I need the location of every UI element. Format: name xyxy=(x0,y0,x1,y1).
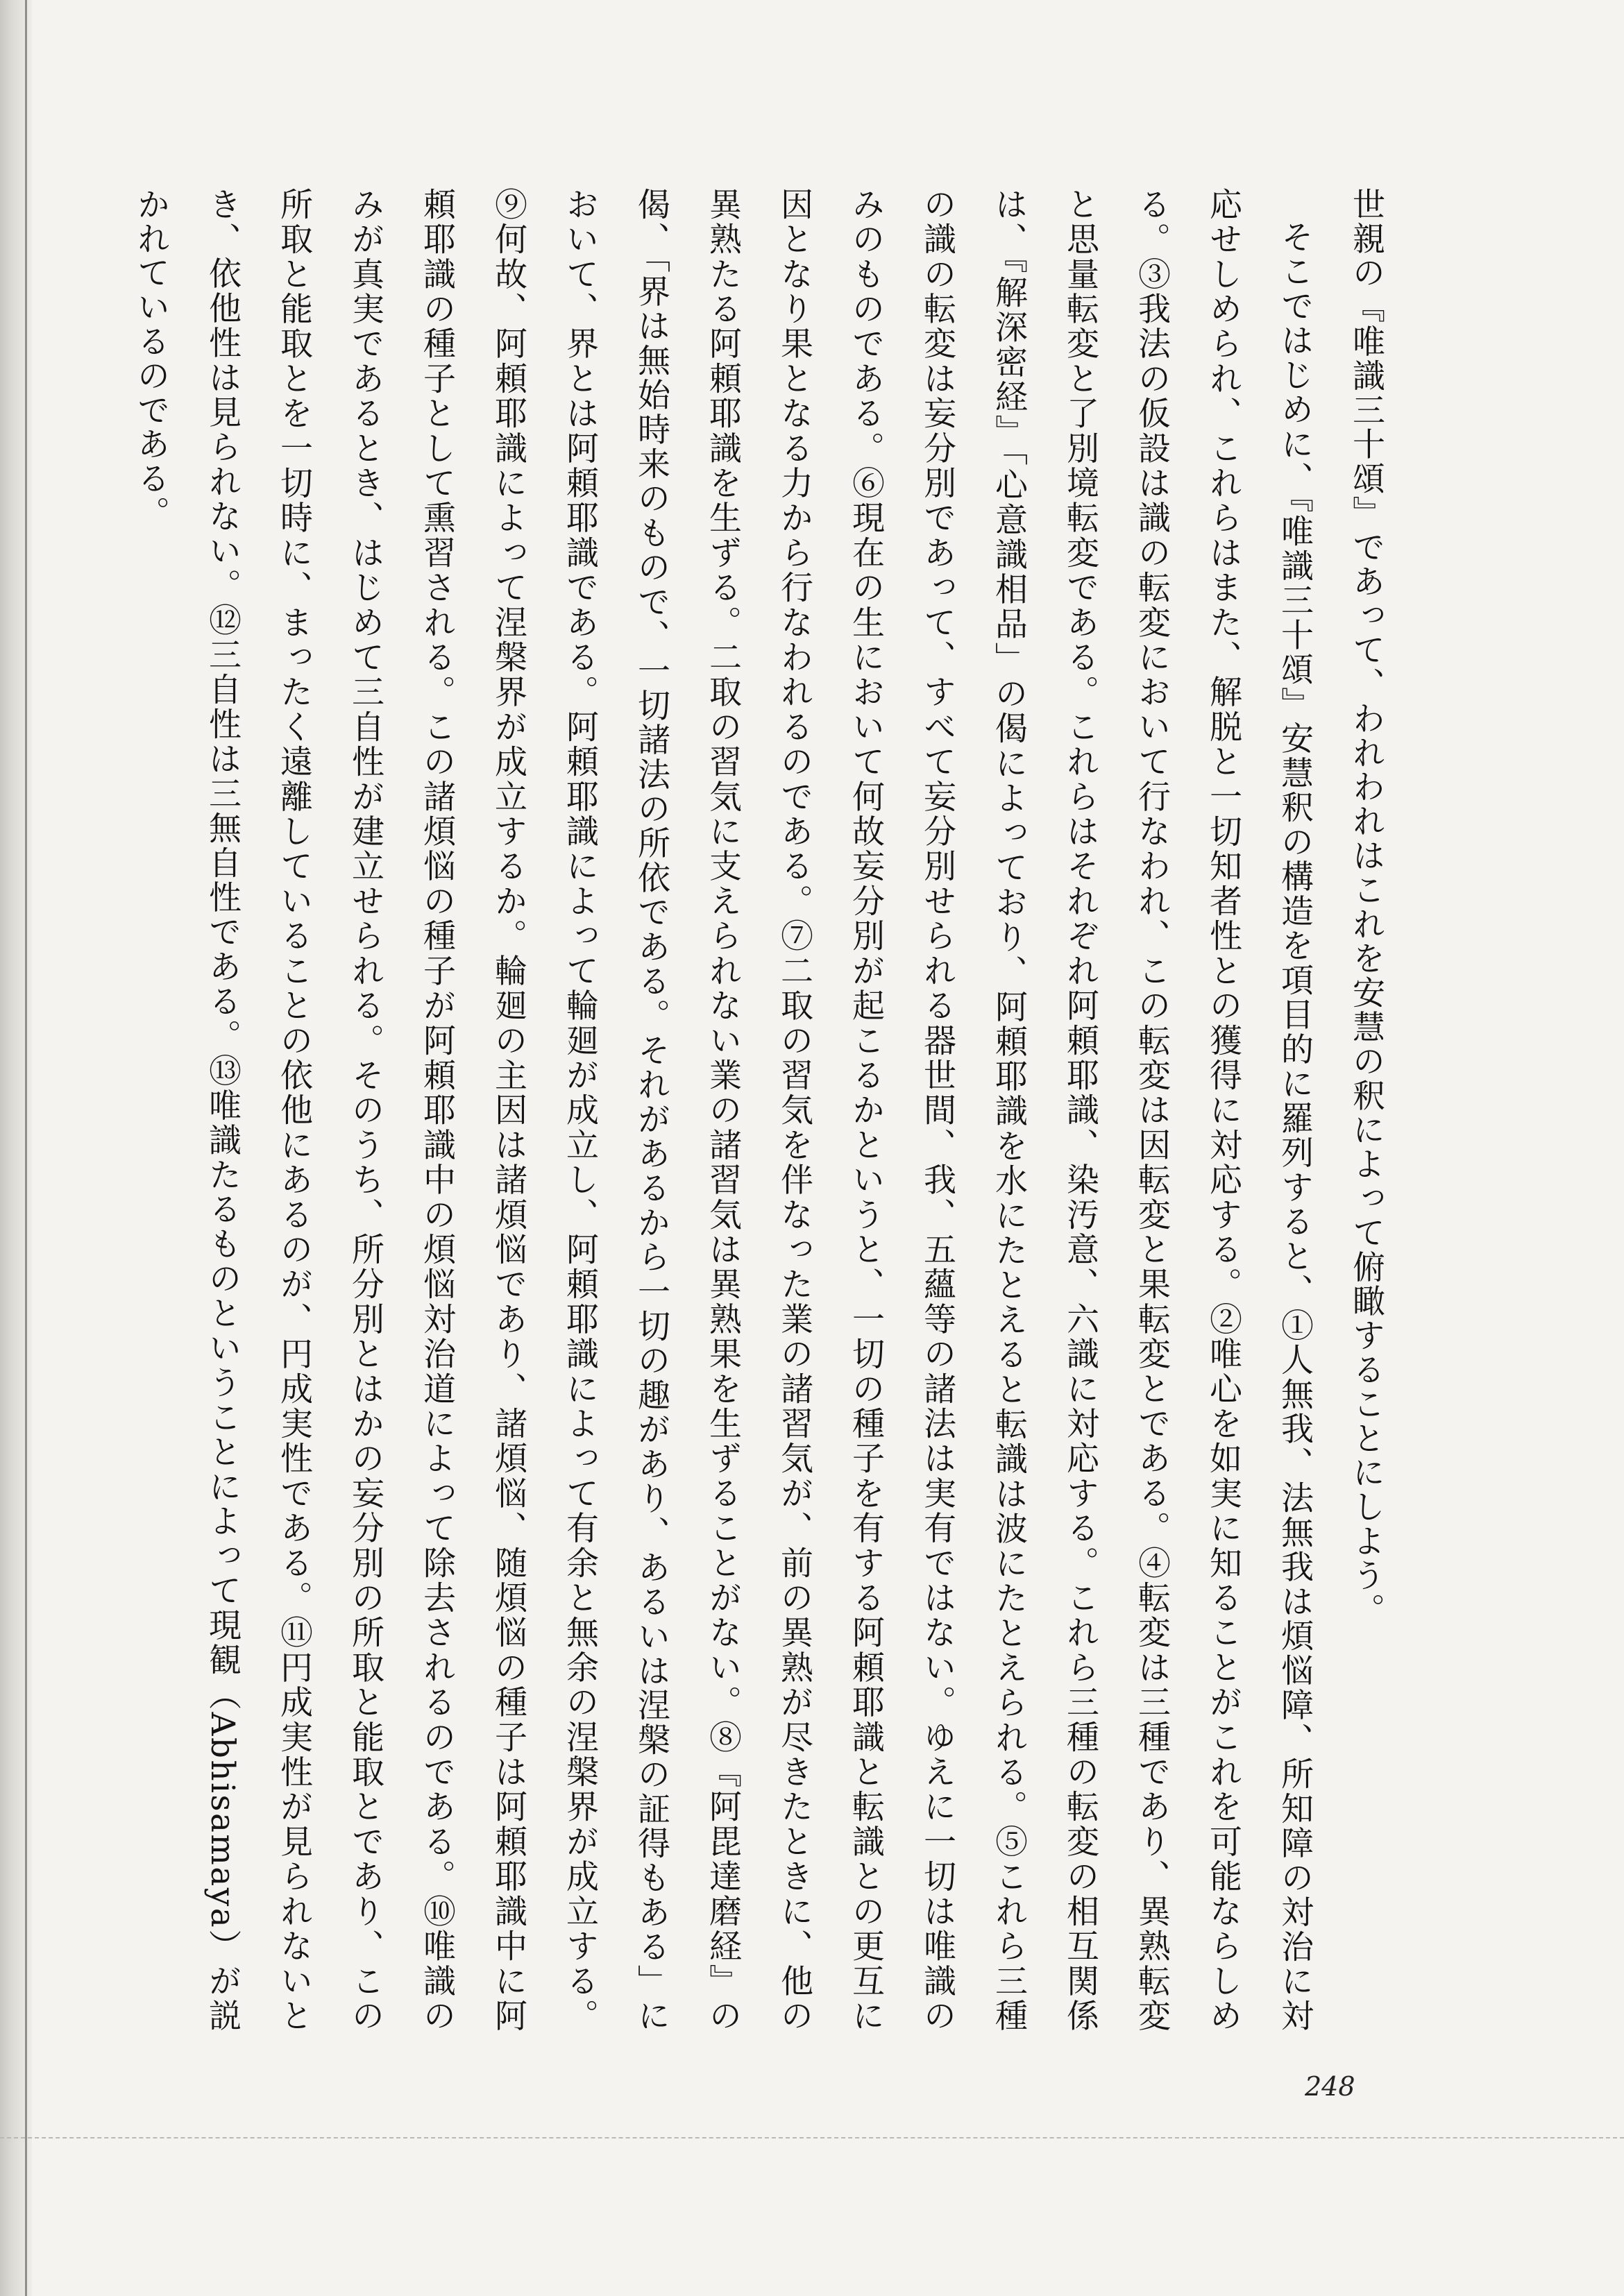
vertical-body-text xyxy=(132,187,1402,2033)
paragraph-2: そこではじめに、『唯識三十頌』安慧釈の構造を項目的に羅列すると、①人無我、法無我は煩悩障、所知障の対治に対応せしめられ、これらはまた、解脱と一切知者性との獲得に対応する。②唯心を如実に知ることがこれを可能ならしめる。③我法の仮設は識の転変において行なわれ、この転変は因転変と果転変とである。④転変は三種であり、異熟転変と思量転変と了別境転変である。これらはそれぞれ阿頼耶識、染汚意、六識に対応する。これら三種の転変の相互関係は、『解深密経』「心意識相品」の偈によっており、阿頼耶識を水にたとえると転識は波にたとえられる。⑤これら三種の識の転変は妄分別であって、すべて妄分別せられる器世間、我、五蘊等の諸法は実有ではない。ゆえに一切は唯識のみのものである。⑥現在の生において何故妄分別が起こるかというと、一切の種子を有する阿頼耶識と転識との更互に因となり果となる力から行なわれるのである。⑦二取の習気を伴なった業の諸習気が、前の異熟が尽きたときに、他の異熟たる阿頼耶識を生ずる。二取の習気に支えられない業の諸習気は異熟果を生ずることがない。⑧『阿毘達磨経』の偈、「界は無始時来のもので、一切諸法の所依である。それがあるから一切の趣があり、あるいは涅槃の証得もある」において、界とは阿頼耶識である。阿頼耶識によって輪廻が成立し、阿頼耶識によって有余と無余の涅槃界が成立する。⑨何故、阿頼耶識によって涅槃界が成立するか。輪廻の主因は諸煩悩であり、諸煩悩、随煩悩の種子は阿頼耶識中に阿頼耶識の種子として熏習される。この諸煩悩の種子が阿頼耶識中の煩悩対治道によって除去されるのである。⑩唯識のみが真実であるとき、はじめて三自性が建立せられる。そのうち、所分別とはかの妄分別の所取と能取とであり、この所取と能取とを一切時に、まったく遠離していることの依他にあるのが、円成実性である。⑪円成実性が見られないとき、依他性は見られない。⑫三自性は三無自性である。⑬唯識たるものということによって現観（Abhisamaya）が説かれているのである。 xyxy=(132,187,1314,2033)
fold-line xyxy=(0,2137,1624,2138)
page-number: 248 xyxy=(1305,2071,1355,2102)
binding-line xyxy=(25,0,27,2296)
paragraph-1: 世親の『唯識三十頌』であって、われわれはこれを安慧の釈によって俯瞰することにしよう。 xyxy=(1347,187,1385,1627)
binding-edge xyxy=(0,0,32,2296)
